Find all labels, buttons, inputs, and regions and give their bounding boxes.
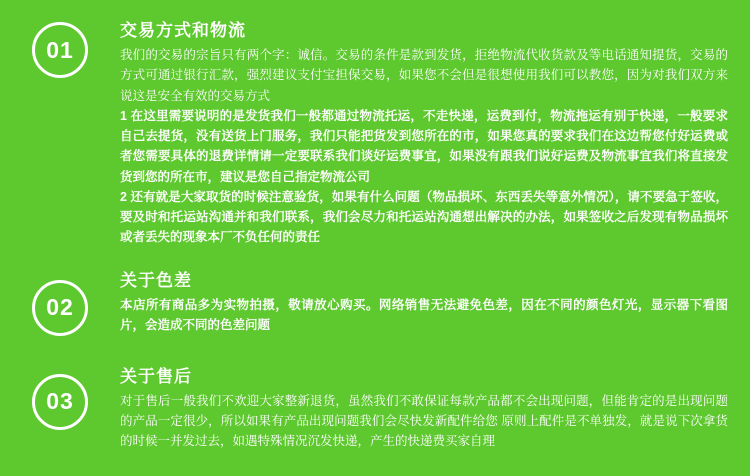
section-number-badge: 01	[32, 22, 88, 78]
section-number-wrap	[0, 16, 120, 78]
section-intro-text: 本店所有商品多为实物拍摄，敬请放心购买。网络销售无法避免色差，因在不同的颜色灯光，显示器下看图片，会造成不同的色差问题	[120, 297, 728, 332]
section-title: 关于色差	[120, 270, 192, 290]
section-body	[120, 266, 750, 336]
section-number-badge: 02	[32, 280, 88, 336]
section-title: 交易方式和物流	[120, 21, 246, 40]
section-color-difference	[0, 248, 750, 336]
section-number-wrap	[0, 362, 120, 430]
section-intro-text: 我们的交易的宗旨只有两个字：诚信。交易的条件是款到发货，拒绝物流代收货款及等电话通知提货，交易的方式可通过银行汇款，强烈建议支付宝担保交易，如果您不会但是很想使用我们可以教您，因为对我们双方来说这是安全有效的交易方式	[120, 48, 728, 103]
list-item-index: 2	[120, 189, 127, 204]
list-item-index: 1	[120, 108, 127, 123]
section-body	[120, 16, 750, 248]
section-number-badge: 03	[32, 374, 88, 430]
section-number-wrap	[0, 266, 120, 336]
list-item	[120, 106, 728, 187]
section-body	[120, 362, 750, 452]
list-item-text: 还有就是大家取货的时候注意验货，如果有什么问题（物品损坏、东西丢失等意外情况），请不要急于签收，要及时和托运站沟通并和我们联系，我们会尽力和托运站沟通想出解决的办法，如果签收之后发现有物品损坏或者丢失的现象本厂不负任何的责任	[120, 189, 728, 245]
list-item-text: 在这里需要说明的是发货我们一般都通过物流托运，不走快递，运费到付，物流拖运有别于快递，一般要求自己去提货，没有送货上门服务，我们只能把货发到您所在的市，如果您真的要求我们在这边帮您付好运费或者您需要具体的退费详情请一定要联系我们谈好运费事宜，如果没有跟我们说好运费及物流事宜我们将直接发货到您的所在市，建议是您自己指定物流公司	[120, 108, 728, 184]
section-title: 关于售后	[120, 366, 192, 386]
section-intro-text: 对于售后一般我们不欢迎大家整新退货，虽然我们不敢保证每款产品都不会出现问题，但能肯定的是出现问题的产品一定很少，所以如果有产品出现问题我们会尽快发新配件给您 原则上配件是不单独发，就是说下次拿货的时候一并发过去，如遇特殊情况沉发快递，产生的快递费买家自理	[120, 393, 728, 448]
section-after-sales	[0, 336, 750, 452]
list-item	[120, 187, 728, 248]
